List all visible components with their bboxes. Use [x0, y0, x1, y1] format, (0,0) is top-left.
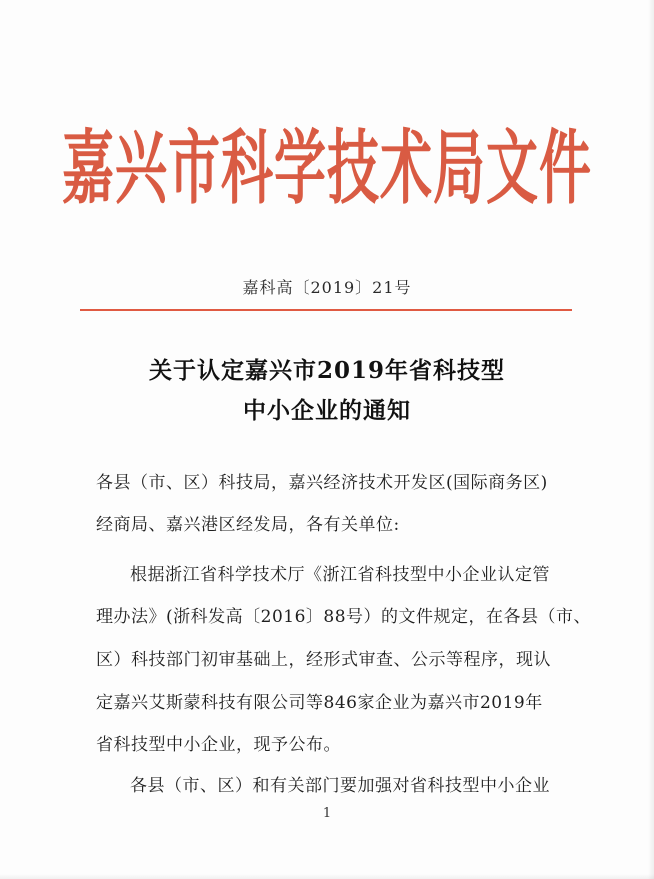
body-paragraph-1-line-3: 区）科技部门初审基础上，经形式审查、公示等程序，现认 — [96, 650, 551, 670]
masthead-title: 嘉兴市科学技术局文件 — [61, 121, 592, 217]
notice-title-line-1: 关于认定嘉兴市2019年省科技型 — [148, 357, 505, 384]
document-number: 嘉科高〔2019〕21号 — [242, 278, 412, 297]
body-paragraph-1-line-1: 根据浙江省科学技术厅《浙江省科技型中小企业认定管 — [130, 565, 550, 585]
addressee-line-1: 各县（市、区）科技局，嘉兴经济技术开发区(国际商务区) — [96, 473, 548, 493]
addressee-line-2: 经商局、嘉兴港区经发局，各有关单位: — [96, 515, 400, 535]
page-number: 1 — [322, 806, 332, 821]
notice-title-line-2: 中小企业的通知 — [243, 397, 411, 424]
body-paragraph-1-line-4: 定嘉兴艾斯蒙科技有限公司等846家企业为嘉兴市2019年 — [96, 693, 543, 713]
body-paragraph-2-line-1: 各县（市、区）和有关部门要加强对省科技型中小企业 — [130, 776, 550, 796]
scan-edge-shadow-bottom — [0, 874, 654, 879]
body-paragraph-1-line-2: 理办法》(浙科发高〔2016〕88号）的文件规定，在各县（市、 — [96, 607, 592, 627]
body-paragraph-1-line-5: 省科技型中小企业，现予公布。 — [96, 735, 341, 755]
red-separator-rule — [80, 309, 572, 311]
